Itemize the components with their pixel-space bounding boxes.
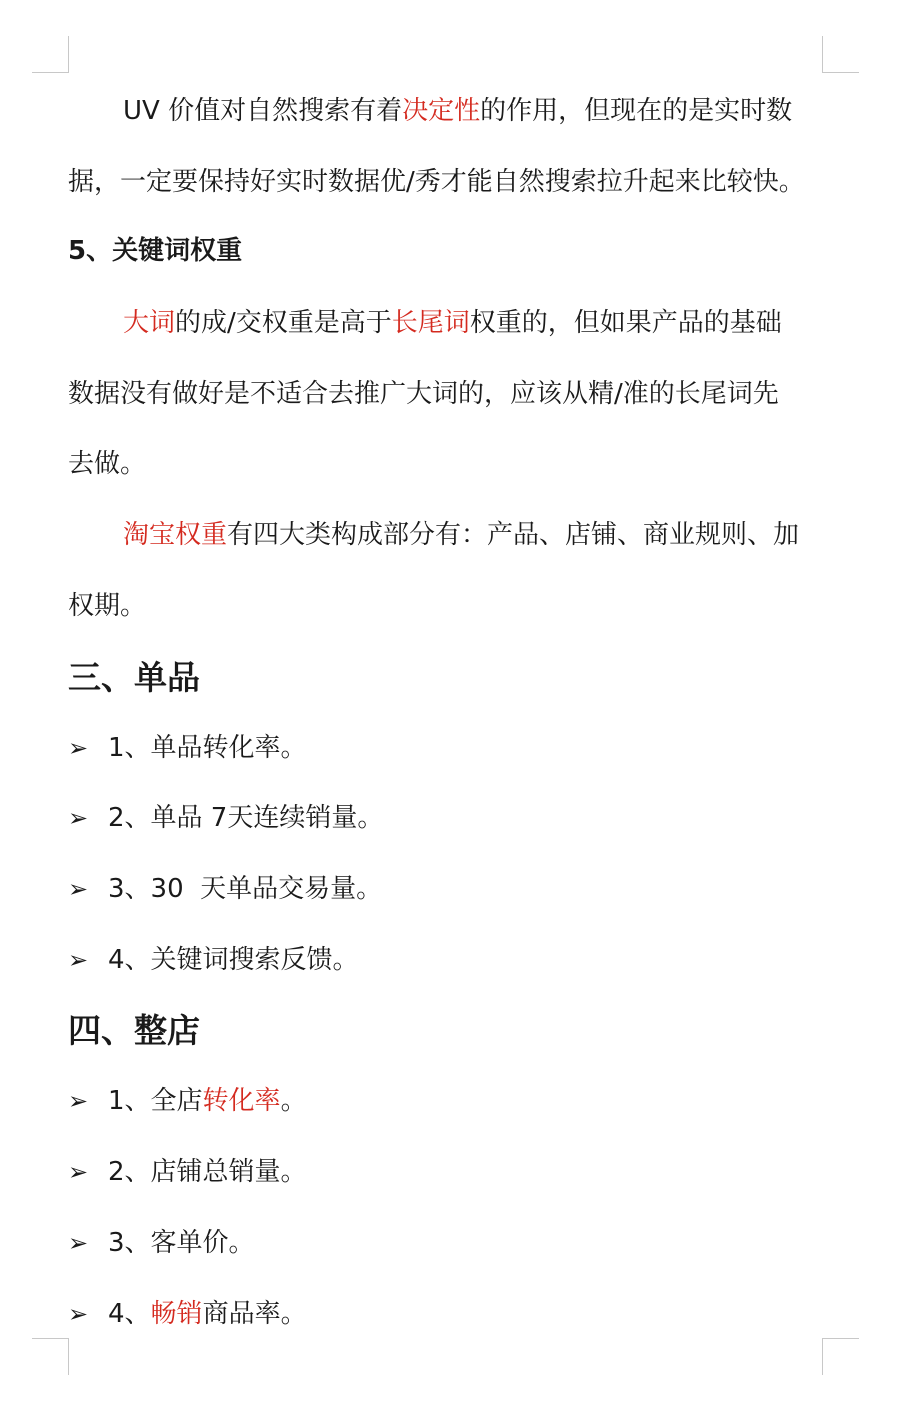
list-item-text: 1、单品转化率。 bbox=[108, 733, 307, 763]
text: 权重的，但如果产品的基础 bbox=[469, 308, 782, 338]
heading-text: 三、单品 bbox=[68, 658, 200, 697]
paragraph-keyword-line-2 bbox=[68, 377, 825, 411]
crop-mark-top-right bbox=[822, 36, 859, 73]
arrow-bullet-icon: ➢ bbox=[68, 1087, 89, 1115]
text: 数据没有做好是不适合去推广大词的，应该从精/准的长尾词先 bbox=[68, 379, 779, 409]
text: 有四大类构成部分有：产品、店铺、商业规则、加 bbox=[227, 520, 800, 550]
list-item-text: 3、30 天单品交易量。 bbox=[108, 874, 383, 904]
arrow-bullet-icon: ➢ bbox=[68, 875, 89, 903]
list-item-text: 3、客单价。 bbox=[108, 1228, 255, 1258]
arrow-bullet-icon: ➢ bbox=[68, 1229, 89, 1257]
arrow-bullet-icon: ➢ bbox=[68, 1300, 89, 1328]
highlight-text: 大词 bbox=[123, 308, 176, 338]
text: UV 价值对自然搜索有着 bbox=[123, 96, 403, 126]
text: 权期。 bbox=[68, 591, 147, 621]
text: 的作用，但现在的是实时数 bbox=[480, 96, 793, 126]
list-item-text: 1、全店 bbox=[108, 1086, 203, 1116]
section-heading-whole-store bbox=[68, 1011, 825, 1051]
list-item bbox=[68, 1297, 825, 1331]
highlight-text: 畅销 bbox=[150, 1299, 203, 1329]
list-item-text: 4、关键词搜索反馈。 bbox=[108, 945, 359, 975]
list-item-text: 商品率。 bbox=[202, 1299, 307, 1329]
list-item-text: 2、单品 7天连续销量。 bbox=[108, 803, 384, 833]
heading-text: 四、整店 bbox=[68, 1011, 200, 1050]
paragraph-uv-line-1 bbox=[123, 94, 825, 128]
paragraph-taobao-weight-line-2 bbox=[68, 589, 825, 623]
text: 去做。 bbox=[68, 449, 147, 479]
section-heading-single-product bbox=[68, 658, 825, 698]
paragraph-keyword-line-1 bbox=[123, 306, 825, 340]
list-item bbox=[68, 872, 825, 906]
list-item bbox=[68, 801, 825, 835]
paragraph-taobao-weight-line-1 bbox=[123, 518, 825, 552]
list-item bbox=[68, 1226, 825, 1260]
paragraph-uv-line-2 bbox=[68, 165, 825, 199]
list-item-text: 。 bbox=[280, 1086, 307, 1116]
list-item bbox=[68, 731, 825, 765]
highlight-text: 决定性 bbox=[402, 96, 481, 126]
crop-mark-top-left bbox=[32, 36, 69, 73]
list-item-text: 2、店铺总销量。 bbox=[108, 1157, 307, 1187]
list-item-text: 4、 bbox=[108, 1299, 151, 1329]
section-heading-keyword-weight bbox=[68, 234, 825, 268]
text: 据，一定要保持好实时数据优/秀才能自然搜索拉升起来比较快。 bbox=[68, 167, 805, 197]
text: 的成/交权重是高于 bbox=[175, 308, 392, 338]
arrow-bullet-icon: ➢ bbox=[68, 1158, 89, 1186]
arrow-bullet-icon: ➢ bbox=[68, 734, 89, 762]
heading-text: 5、关键词权重 bbox=[68, 236, 243, 266]
crop-mark-bottom-right bbox=[822, 1338, 859, 1375]
list-item bbox=[68, 1155, 825, 1189]
list-item bbox=[68, 1084, 825, 1118]
highlight-text: 转化率 bbox=[202, 1086, 281, 1116]
arrow-bullet-icon: ➢ bbox=[68, 804, 89, 832]
crop-mark-bottom-left bbox=[32, 1338, 69, 1375]
highlight-text: 淘宝权重 bbox=[123, 520, 228, 550]
paragraph-keyword-line-3 bbox=[68, 447, 825, 481]
list-item bbox=[68, 943, 825, 977]
arrow-bullet-icon: ➢ bbox=[68, 946, 89, 974]
highlight-text: 长尾词 bbox=[391, 308, 470, 338]
